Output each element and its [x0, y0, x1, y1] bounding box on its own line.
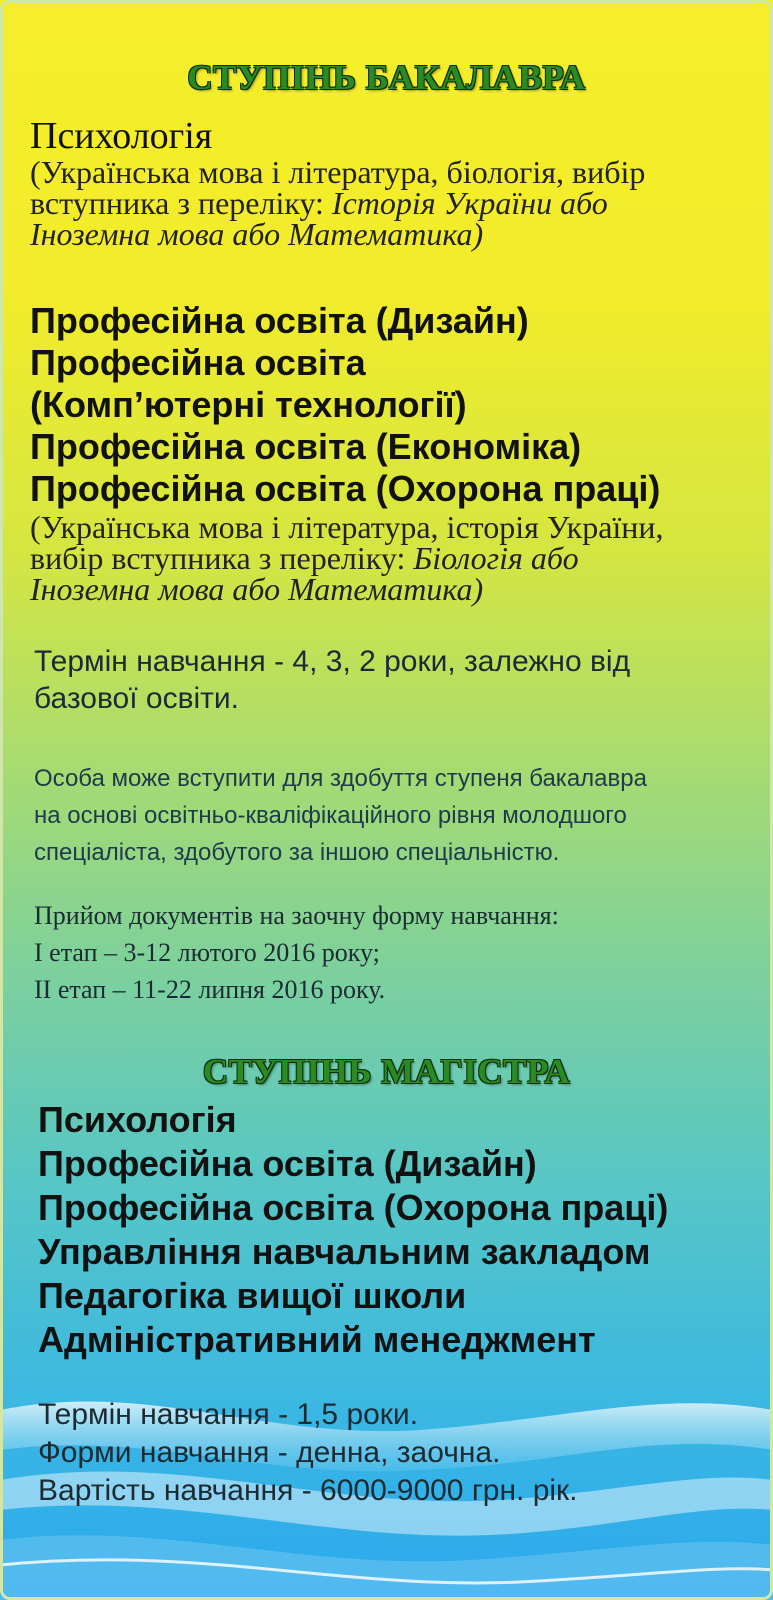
bachelor-psychology-title: Психологія — [30, 115, 213, 157]
admission-line: Прийом документів на заочну форму навчання: — [34, 901, 559, 930]
program-item: (Комп’ютерні технології) — [30, 384, 467, 425]
duration-line: Термін навчання - 4, 3, 2 роки, залежно від — [34, 645, 631, 678]
bachelor-psychology-subjects — [30, 154, 750, 252]
subjects-italic: Історія України або — [331, 185, 608, 221]
bachelor-programs-list — [30, 300, 750, 510]
subjects-italic: Біологія або — [413, 540, 579, 576]
subjects-line: (Українська мова і література, біологія, вибір — [30, 154, 646, 190]
bachelor-programs-subjects — [30, 509, 750, 607]
info-line: Форми навчання - денна, заочна. — [38, 1436, 501, 1469]
bachelor-note — [34, 760, 754, 871]
program-item: Педагогіка вищої школи — [38, 1275, 467, 1316]
subjects-text: вступника з переліку: — [30, 185, 332, 221]
note-line: Особа може вступити для здобуття ступеня бакалавра — [34, 765, 647, 792]
master-programs-list — [38, 1098, 758, 1362]
note-line: на основі освітньо-кваліфікаційного рівня молодшого — [34, 802, 627, 829]
info-line: Вартість навчання - 6000-9000 грн. рік. — [38, 1474, 578, 1507]
note-line: спеціаліста, здобутого за іншою спеціальністю. — [34, 839, 560, 866]
master-info — [38, 1396, 758, 1510]
subjects-line — [30, 571, 750, 607]
program-item: Професійна освіта (Охорона праці) — [38, 1187, 669, 1228]
program-item: Професійна освіта (Економіка) — [30, 426, 582, 467]
subjects-text: вибір вступника з переліку: — [30, 540, 414, 576]
bachelor-heading: СТУПІНЬ БАКАЛАВРА — [187, 58, 586, 97]
subjects-line: (Українська мова і література, історія України, — [30, 509, 664, 545]
program-item: Професійна освіта (Дизайн) — [38, 1143, 537, 1184]
info-line: Термін навчання - 1,5 роки. — [38, 1398, 419, 1431]
program-item: Професійна освіта (Дизайн) — [30, 300, 529, 341]
master-heading: СТУПІНЬ МАГІСТРА — [202, 1052, 571, 1091]
program-item: Психологія — [38, 1099, 237, 1140]
subjects-line — [30, 185, 750, 221]
admission-line: ІІ етап – 11-22 липня 2016 року. — [34, 975, 386, 1004]
subjects-line — [30, 540, 750, 576]
subjects-italic: Іноземна мова або Математика) — [30, 216, 484, 252]
duration-line: базової освіти. — [34, 682, 240, 715]
program-item: Професійна освіта (Охорона праці) — [30, 468, 661, 509]
program-item: Управління навчальним закладом — [38, 1231, 651, 1272]
subjects-italic: Іноземна мова або Математика) — [30, 571, 484, 607]
program-item: Адміністративний менеджмент — [38, 1319, 596, 1360]
bachelor-duration — [34, 643, 754, 717]
subjects-line — [30, 216, 750, 252]
admission-line: І етап – 3-12 лютого 2016 року; — [34, 938, 380, 967]
admission-dates — [34, 897, 754, 1008]
program-item: Професійна освіта — [30, 342, 366, 383]
